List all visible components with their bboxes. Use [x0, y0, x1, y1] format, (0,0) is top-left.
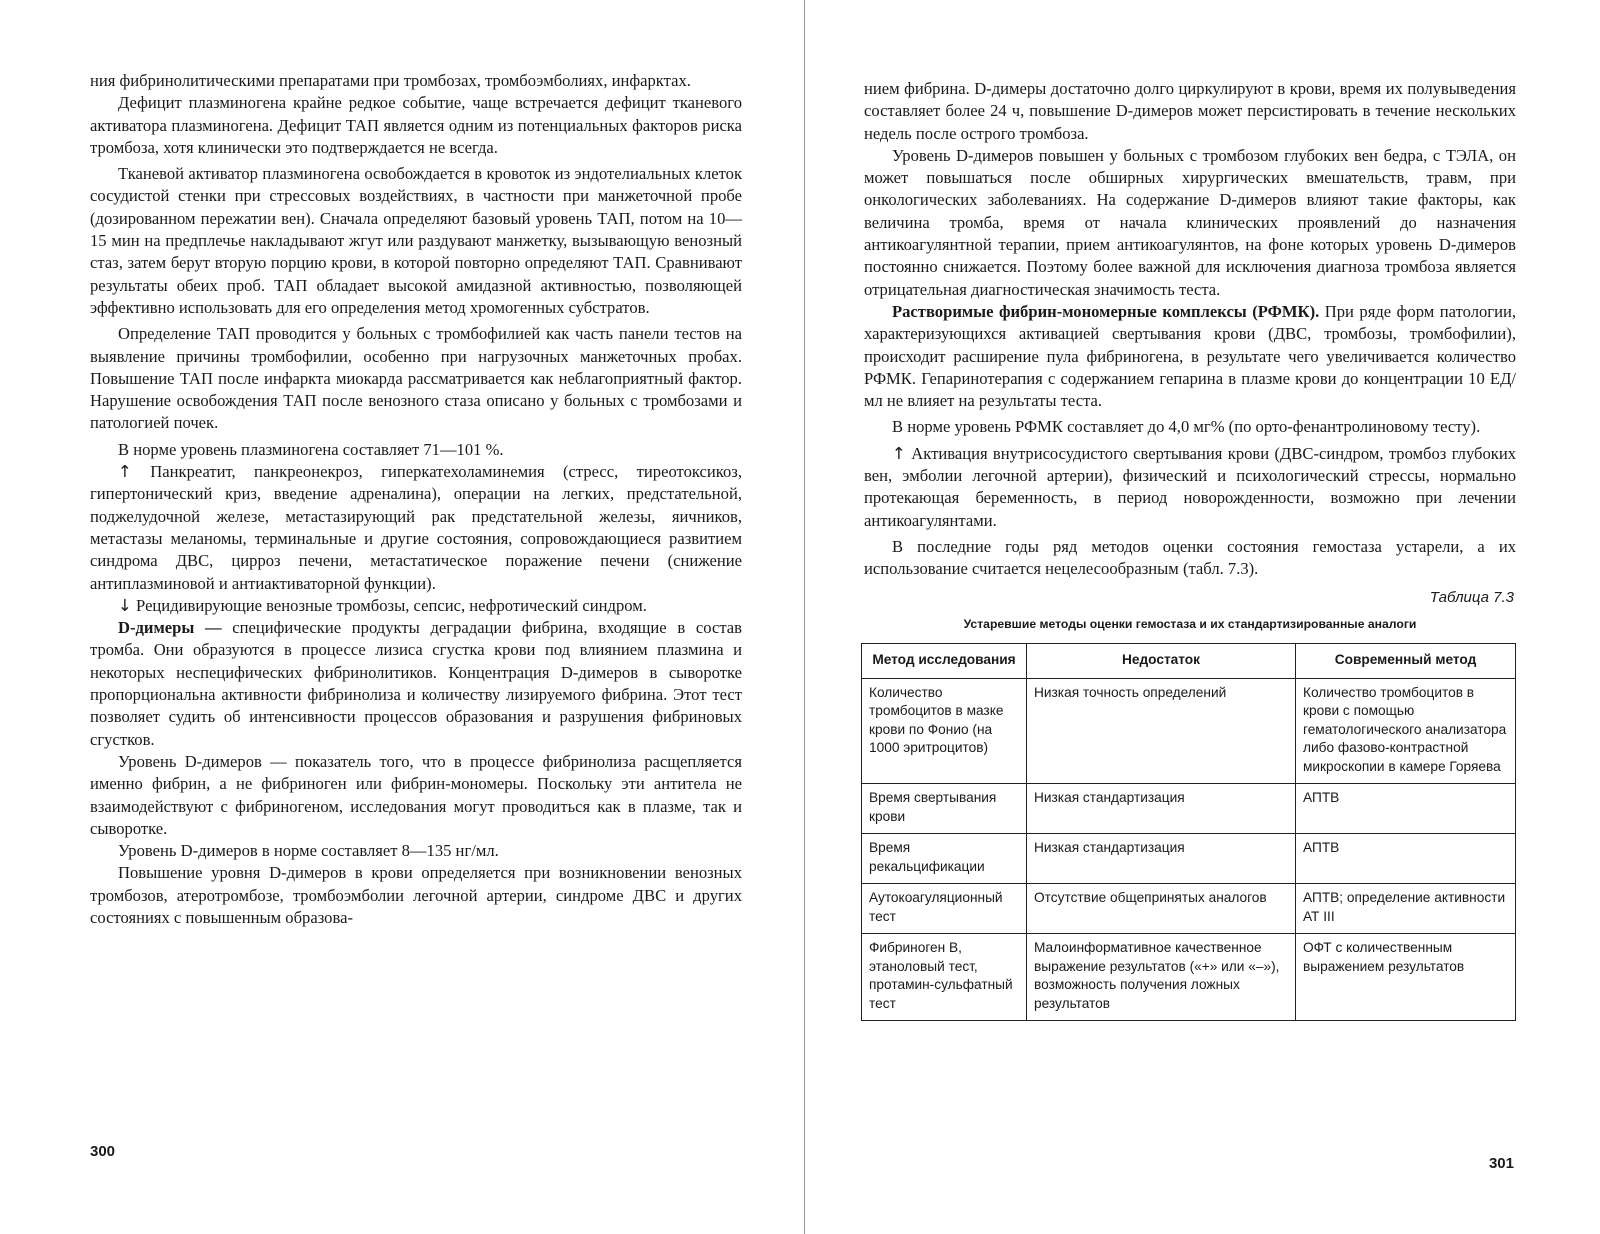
table-cell: Малоинформативное качественное выражение результатов («+» или «–»), возможность получения ложных результатов — [1027, 934, 1296, 1021]
table-cell: Количество тромбоцитов в мазке крови по Фонио (на 1000 эритроцитов) — [862, 678, 1027, 784]
column-header: Современный метод — [1296, 644, 1516, 679]
arrow-up-icon: ↑ — [892, 443, 906, 463]
table-row — [862, 834, 1516, 884]
table-cell: Время рекальцификации — [862, 834, 1027, 884]
decrease-text: Рецидивирующие венозные тромбозы, сепсис, нефротический синдром. — [131, 595, 647, 615]
paragraph: Тканевой активатор плазминогена освобождается в кровоток из эндотелиальных клеток сосудистой стенки при стрессовых воздействиях, в частности при манжеточной пробе (дозированном пережатии вен). Сначала определяют базовый уровень ТАП, потом на 10—15 мин на предплечье накладывают жгут или раздувают манжетку, вызывающую венозный стаз, затем берут вторую порцию крови, в которой повторно определяют ТАП. Сравнивают результаты обеих проб. ТАП обладает высокой амидазной активностью, позволяющей эффективно использовать для его определения метод хромогенных субстратов. — [90, 164, 742, 317]
table-cell: Аутокоагуляционный тест — [862, 884, 1027, 934]
paragraph-rfmk — [864, 301, 1516, 412]
table-row — [862, 678, 1516, 784]
table-cell: Низкая стандартизация — [1027, 784, 1296, 834]
paragraph: В последние годы ряд методов оценки состояния гемостаза устарели, а их использование считается нецелесообразным (табл. 7.3). — [864, 536, 1516, 579]
paragraph: Определение ТАП проводится у больных с тромбофилией как часть панели тестов на выявление причины тромбофилии, особенно при нагрузочных манжеточных пробах. Повышение ТАП после инфаркта миокарда рассматривается как неблагоприятный фактор. Нарушение освобождения ТАП после венозного стаза описано у больных с тромбозами и патологией почек. — [90, 324, 742, 433]
paragraph: Уровень D-димеров в норме составляет 8—135 нг/мл. — [118, 841, 499, 861]
page-number: 301 — [1488, 1155, 1514, 1172]
column-header: Недостаток — [1027, 644, 1296, 679]
page-number: 300 — [90, 1143, 116, 1160]
methods-table — [861, 643, 1516, 1021]
paragraph: В норме уровень плазминогена составляет 71—101 %. — [118, 439, 504, 459]
table-cell: АПТВ — [1296, 834, 1516, 884]
table-cell: ОФТ с количественным выражением результатов — [1296, 934, 1516, 1021]
paragraph: В норме уровень РФМК составляет до 4,0 мг% (по орто-фенантролиновому тесту). — [892, 417, 1481, 437]
ddimer-text: специфические продукты деградации фибрина, входящие в состав тромба. Они образуются в процессе лизиса сгустка крови под влиянием плазмина и некоторых неспецифических фибринолитиков. Концентрация D-димеров в сыворотке пропорциональна активности фибринолиза и количеству лизируемого фибрина. Этот тест позволяет судить об интенсивности процессов образования и разрушения фибриновых сгустков. — [90, 618, 742, 749]
table-cell: Низкая стандартизация — [1027, 834, 1296, 884]
right-text-column — [864, 78, 1516, 1021]
rfmk-text: При ряде форм патологии, характеризующихся активацией свертывания крови (ДВС, тромбозы, тромбофилии), происходит расширение пула фибриногена, в результате чего увеличивается количество РФМК. Гепаринотерапия с содержанием гепарина в плазме крови до концентрации 10 ЕД/мл не влияет на результаты теста. — [864, 301, 1516, 411]
left-text-column — [90, 70, 742, 929]
table-label: Таблица 7.3 — [1429, 588, 1514, 606]
paragraph: ния фибринолитическими препаратами при тромбозах, тромбоэмболиях, инфарктах. — [90, 71, 691, 90]
table-row — [862, 884, 1516, 934]
paragraph-ddimer — [90, 617, 742, 751]
paragraph-increase — [864, 443, 1516, 532]
table-cell: Низкая точность определений — [1027, 678, 1296, 784]
paragraph-increase — [90, 461, 742, 595]
table-cell: АПТВ; определение активности АТ III — [1296, 884, 1516, 934]
table-header-row — [862, 644, 1516, 679]
table-cell: Время свертывания крови — [862, 784, 1027, 834]
table-row — [862, 784, 1516, 834]
right-page — [800, 0, 1600, 1234]
paragraph: Уровень D-димеров повышен у больных с тромбозом глубоких вен бедра, с ТЭЛА, он может повышаться после обширных хирургических вмешательств, травм, при онкологических заболеваниях. На содержание D-димеров влияют такие факторы, как величина тромба, время от начала клинических проявлений до назначения антикоагулянтной терапии, прием антикоагулянтов, на фоне которых уровень D-димеров постоянно снижается. Поэтому более важной для исключения диагноза тромбоза является отрицательная диагностическая значимость теста. — [864, 145, 1516, 299]
increase-text: Панкреатит, панкреонекроз, гиперкатехоламинемия (стресс, тиреотоксикоз, гипертонический криз, введение адреналина), операции на легких, предстательной, поджелудочной железе, метастазирующий рак предстательной железы, яичников, метастазы меланомы, терминальные и другие состояния, сопровождающиеся развитием синдрома ДВС, цирроз печени, метастатическое поражение печени (снижение антиплазминовой и антиактиваторной функции). — [90, 462, 742, 593]
arrow-up-icon: ↑ — [118, 462, 132, 482]
table-cell: Отсутствие общепринятых аналогов — [1027, 884, 1296, 934]
term-rfmk: Растворимые фибрин-мономерные комплексы (РФМК). — [892, 301, 1320, 321]
paragraph: нием фибрина. D-димеры достаточно долго циркулируют в крови, время их полувыведения составляет более 24 ч, повышение D-димеров может персистировать в течение нескольких недель после острого тромбоза. — [864, 79, 1516, 143]
table-title: Устаревшие методы оценки гемостаза и их стандартизированные аналоги — [963, 616, 1417, 631]
table-row — [862, 934, 1516, 1021]
term-ddimer: D-димеры — — [118, 618, 222, 638]
table-cell: Количество тромбоцитов в крови с помощью гематологического анализатора либо фазово-контрастной микроскопии в камере Горяева — [1296, 678, 1516, 784]
table-cell: Фибриноген В, этаноловый тест, протамин-сульфатный тест — [862, 934, 1027, 1021]
increase-text: Активация внутрисосудистого свертывания крови (ДВС-синдром, тромбоз глубоких вен, эмболии легочной артерии), физический и психологический стрессы, нормально протекающая беременность, в период новорожденности, возможно при лечении антикоагулянтами. — [864, 443, 1516, 530]
paragraph: Дефицит плазминогена крайне редкое событие, чаще встречается дефицит тканевого активатора плазминогена. Дефицит ТАП является одним из потенциальных факторов риска тромбоза, хотя клинически это подтверждается не всегда. — [90, 93, 742, 157]
table-cell: АПТВ — [1296, 784, 1516, 834]
paragraph-decrease — [90, 595, 742, 617]
paragraph: Повышение уровня D-димеров в крови определяется при возникновении венозных тромбозов, атеротромбозе, тромбоэмболии легочной артерии, синдроме ДВС и других состояниях с повышенным образова- — [90, 863, 742, 927]
arrow-down-icon: ↓ — [118, 595, 132, 615]
column-header: Метод исследования — [862, 644, 1027, 679]
paragraph: Уровень D-димеров — показатель того, что в процессе фибринолиза расщепляется именно фибрин, а не фибриноген или фибрин-мономеры. Поскольку эти антитела не взаимодействуют с фибриногеном, исследования могут проводиться как в плазме, так и сыворотке. — [90, 751, 742, 838]
